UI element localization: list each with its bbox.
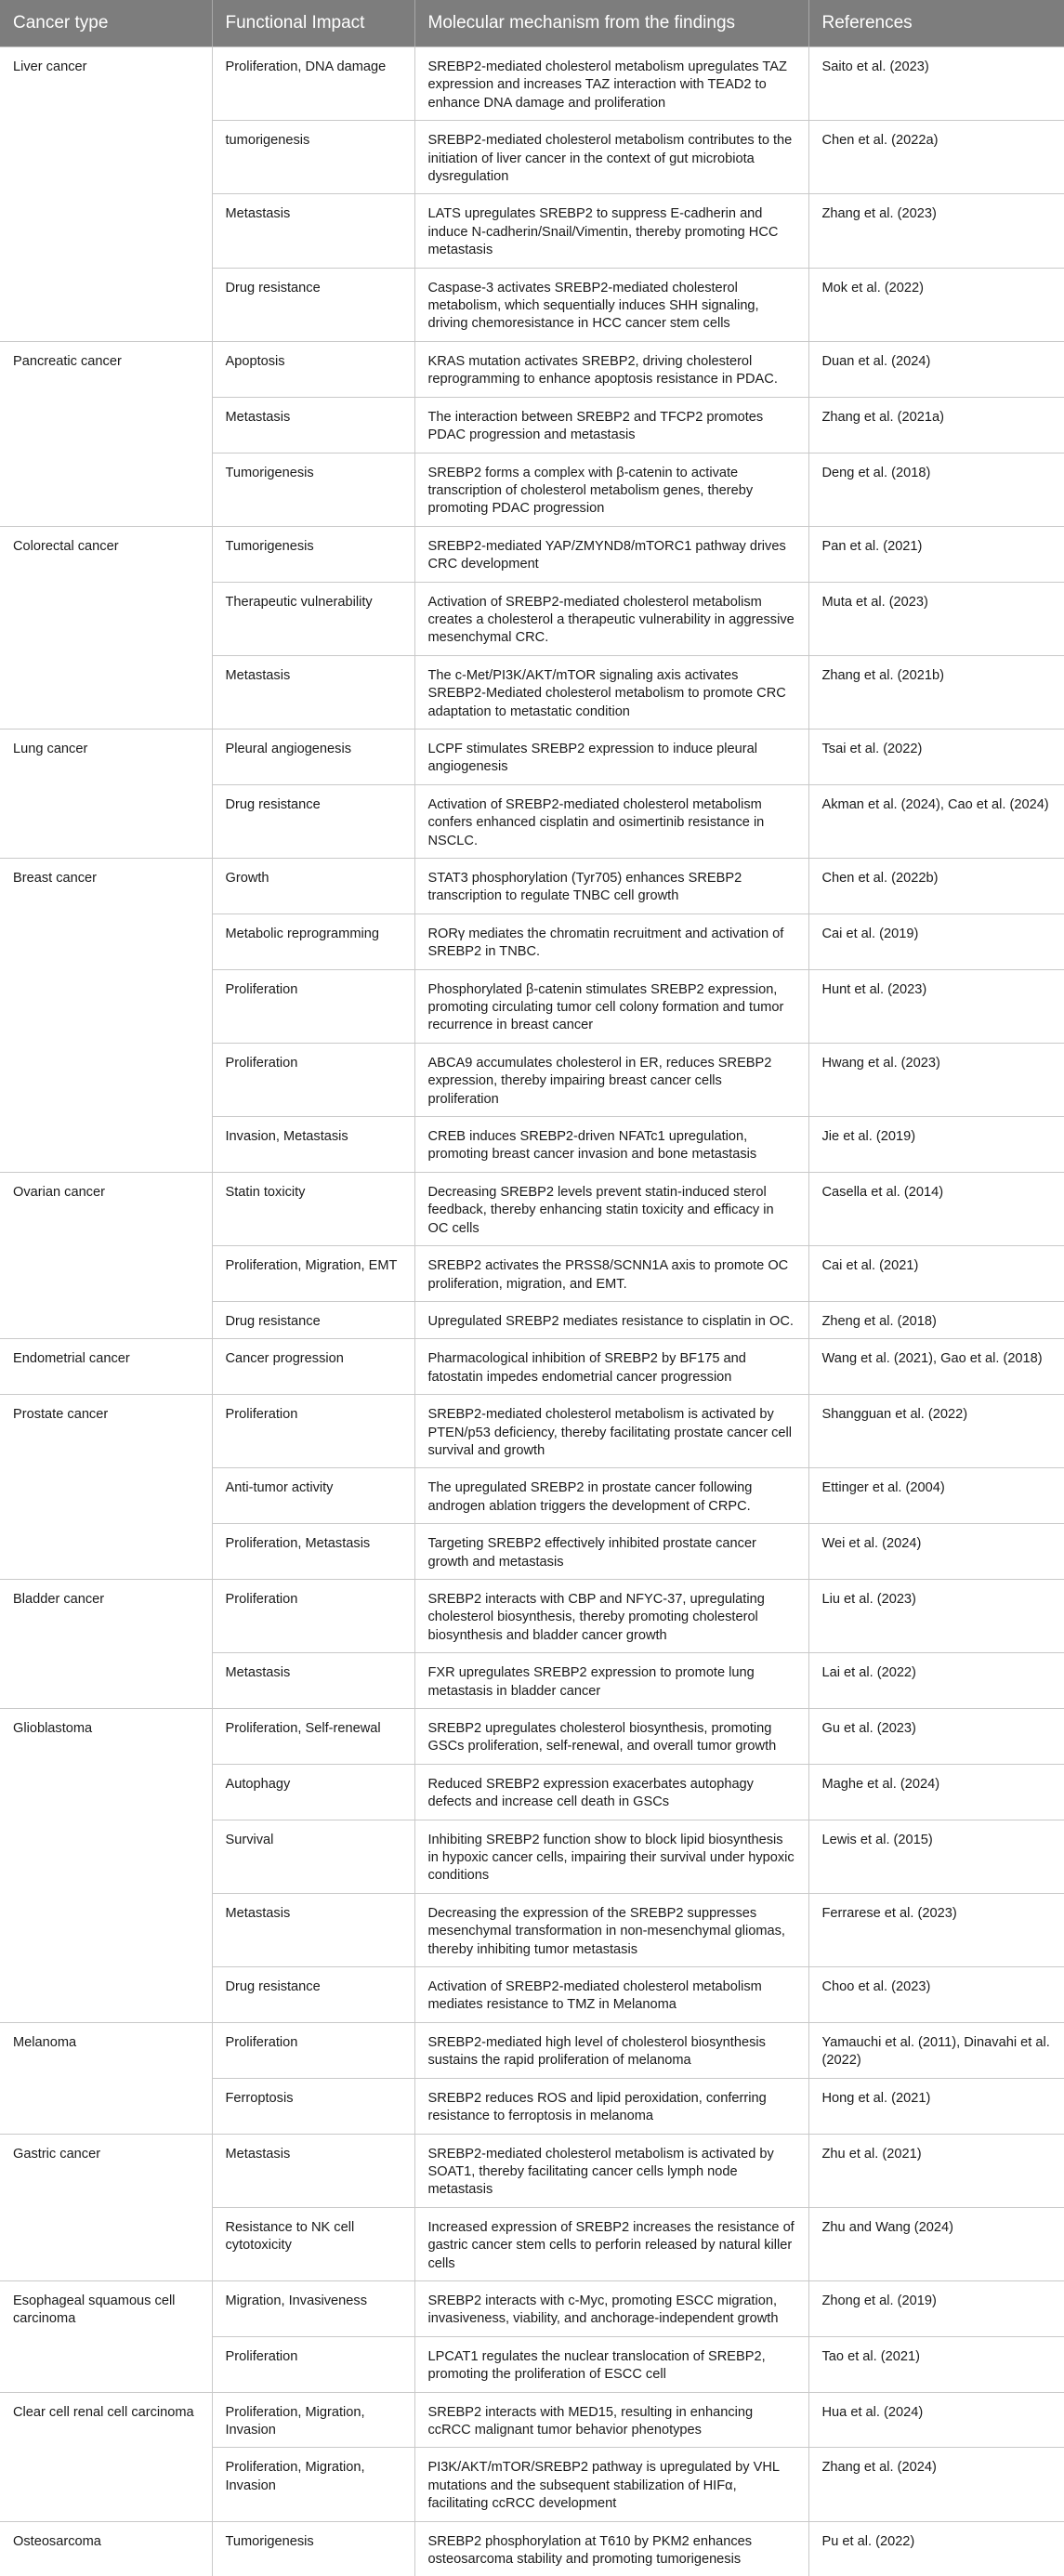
cancer-type-cell: Breast cancer	[0, 859, 212, 1173]
reference-cell: Deng et al. (2018)	[808, 453, 1064, 526]
reference-cell: Duan et al. (2024)	[808, 341, 1064, 397]
functional-impact-cell: Proliferation	[212, 2336, 414, 2392]
mechanism-cell: Decreasing SREBP2 levels prevent statin-induced sterol feedback, thereby enhancing statin toxicity and efficacy in OC cells	[414, 1172, 808, 1245]
reference-cell: Pan et al. (2021)	[808, 526, 1064, 582]
reference-cell: Muta et al. (2023)	[808, 582, 1064, 655]
reference-cell: Cai et al. (2019)	[808, 913, 1064, 969]
mechanism-cell: PI3K/AKT/mTOR/SREBP2 pathway is upregulated by VHL mutations and the subsequent stabilization of HIFα, facilitating ccRCC development	[414, 2448, 808, 2521]
reference-cell: Pu et al. (2022)	[808, 2521, 1064, 2576]
mechanism-cell: Phosphorylated β-catenin stimulates SREBP2 expression, promoting circulating tumor cell colony formation and tumor recurrence in breast cancer	[414, 969, 808, 1043]
functional-impact-cell: Drug resistance	[212, 1967, 414, 2023]
mechanism-cell: SREBP2 phosphorylation at T610 by PKM2 enhances osteosarcoma stability and promoting tumorigenesis	[414, 2521, 808, 2576]
mechanism-cell: Increased expression of SREBP2 increases the resistance of gastric cancer stem cells to perforin released by natural killer cells	[414, 2207, 808, 2280]
table-row	[0, 1172, 1064, 1245]
mechanism-cell: SREBP2 activates the PRSS8/SCNN1A axis to promote OC proliferation, migration, and EMT.	[414, 1246, 808, 1302]
functional-impact-cell: tumorigenesis	[212, 121, 414, 194]
reference-cell: Saito et al. (2023)	[808, 47, 1064, 121]
functional-impact-cell: Tumorigenesis	[212, 526, 414, 582]
reference-cell: Tao et al. (2021)	[808, 2336, 1064, 2392]
reference-cell: Liu et al. (2023)	[808, 1579, 1064, 1652]
cancer-type-cell: Osteosarcoma	[0, 2521, 212, 2576]
reference-cell: Lai et al. (2022)	[808, 1653, 1064, 1709]
cancer-type-cell: Pancreatic cancer	[0, 341, 212, 526]
mechanism-cell: KRAS mutation activates SREBP2, driving cholesterol reprogramming to enhance apoptosis resistance in PDAC.	[414, 341, 808, 397]
table-row	[0, 859, 1064, 914]
functional-impact-cell: Drug resistance	[212, 784, 414, 858]
mechanism-cell: The interaction between SREBP2 and TFCP2 promotes PDAC progression and metastasis	[414, 397, 808, 453]
mechanism-cell: SREBP2 interacts with c-Myc, promoting ESCC migration, invasiveness, viability, and anchorage-independent growth	[414, 2280, 808, 2336]
functional-impact-cell: Anti-tumor activity	[212, 1468, 414, 1524]
functional-impact-cell: Ferroptosis	[212, 2078, 414, 2134]
header-row	[0, 0, 1064, 47]
functional-impact-cell: Growth	[212, 859, 414, 914]
functional-impact-cell: Proliferation, Migration, EMT	[212, 1246, 414, 1302]
mechanism-cell: Decreasing the expression of the SREBP2 suppresses mesenchymal transformation in non-mesenchymal gliomas, thereby inhibiting tumor metastasis	[414, 1893, 808, 1966]
reference-cell: Shangguan et al. (2022)	[808, 1395, 1064, 1468]
reference-cell: Zhang et al. (2023)	[808, 194, 1064, 268]
cancer-type-cell: Prostate cancer	[0, 1395, 212, 1580]
functional-impact-cell: Proliferation, Self-renewal	[212, 1709, 414, 1765]
reference-cell: Zheng et al. (2018)	[808, 1301, 1064, 1338]
header-cancer-type: Cancer type	[0, 0, 212, 47]
mechanism-cell: SREBP2 reduces ROS and lipid peroxidation, conferring resistance to ferroptosis in melanoma	[414, 2078, 808, 2134]
functional-impact-cell: Proliferation	[212, 969, 414, 1043]
mechanism-cell: Upregulated SREBP2 mediates resistance to cisplatin in OC.	[414, 1301, 808, 1338]
mechanism-cell: Inhibiting SREBP2 function show to block lipid biosynthesis in hypoxic cancer cells, impairing their survival under hypoxic conditions	[414, 1820, 808, 1893]
functional-impact-cell: Survival	[212, 1820, 414, 1893]
functional-impact-cell: Migration, Invasiveness	[212, 2280, 414, 2336]
functional-impact-cell: Metastasis	[212, 397, 414, 453]
table-row	[0, 1579, 1064, 1652]
mechanism-cell: Targeting SREBP2 effectively inhibited prostate cancer growth and metastasis	[414, 1524, 808, 1580]
table-row	[0, 526, 1064, 582]
functional-impact-cell: Proliferation	[212, 1043, 414, 1116]
mechanism-cell: SREBP2 interacts with MED15, resulting in enhancing ccRCC malignant tumor behavior phenotypes	[414, 2392, 808, 2448]
reference-cell: Chen et al. (2022b)	[808, 859, 1064, 914]
cancer-type-cell: Liver cancer	[0, 47, 212, 342]
functional-impact-cell: Drug resistance	[212, 268, 414, 341]
mechanism-cell: SREBP2 interacts with CBP and NFYC-37, upregulating cholesterol biosynthesis, thereby promoting cholesterol biosynthesis and bladder cancer growth	[414, 1579, 808, 1652]
functional-impact-cell: Therapeutic vulnerability	[212, 582, 414, 655]
reference-cell: Chen et al. (2022a)	[808, 121, 1064, 194]
functional-impact-cell: Pleural angiogenesis	[212, 729, 414, 784]
cancer-type-cell: Lung cancer	[0, 729, 212, 858]
functional-impact-cell: Tumorigenesis	[212, 453, 414, 526]
mechanism-cell: SREBP2-mediated cholesterol metabolism contributes to the initiation of liver cancer in the context of gut microbiota dysregulation	[414, 121, 808, 194]
functional-impact-cell: Apoptosis	[212, 341, 414, 397]
cancer-type-cell: Glioblastoma	[0, 1709, 212, 2023]
functional-impact-cell: Proliferation, Metastasis	[212, 1524, 414, 1580]
functional-impact-cell: Metastasis	[212, 2134, 414, 2207]
functional-impact-cell: Autophagy	[212, 1764, 414, 1820]
cancer-type-cell: Colorectal cancer	[0, 526, 212, 729]
functional-impact-cell: Metabolic reprogramming	[212, 913, 414, 969]
reference-cell: Mok et al. (2022)	[808, 268, 1064, 341]
functional-impact-cell: Metastasis	[212, 1893, 414, 1966]
reference-cell: Hua et al. (2024)	[808, 2392, 1064, 2448]
mechanism-cell: Activation of SREBP2-mediated cholesterol metabolism mediates resistance to TMZ in Melanoma	[414, 1967, 808, 2023]
reference-cell: Hunt et al. (2023)	[808, 969, 1064, 1043]
functional-impact-cell: Metastasis	[212, 1653, 414, 1709]
cancer-type-cell: Clear cell renal cell carcinoma	[0, 2392, 212, 2521]
reference-cell: Gu et al. (2023)	[808, 1709, 1064, 1765]
reference-cell: Wang et al. (2021), Gao et al. (2018)	[808, 1339, 1064, 1395]
functional-impact-cell: Proliferation, DNA damage	[212, 47, 414, 121]
mechanism-cell: LPCAT1 regulates the nuclear translocation of SREBP2, promoting the proliferation of ESCC cell	[414, 2336, 808, 2392]
header-molecular-mechanism: Molecular mechanism from the findings	[414, 0, 808, 47]
reference-cell: Zhu et al. (2021)	[808, 2134, 1064, 2207]
reference-cell: Zhong et al. (2019)	[808, 2280, 1064, 2336]
mechanism-cell: LATS upregulates SREBP2 to suppress E-cadherin and induce N-cadherin/Snail/Vimentin, thereby promoting HCC metastasis	[414, 194, 808, 268]
functional-impact-cell: Proliferation	[212, 1395, 414, 1468]
mechanism-cell: SREBP2-mediated YAP/ZMYND8/mTORC1 pathway drives CRC development	[414, 526, 808, 582]
table-row	[0, 2392, 1064, 2448]
reference-cell: Lewis et al. (2015)	[808, 1820, 1064, 1893]
functional-impact-cell: Proliferation, Migration, Invasion	[212, 2392, 414, 2448]
reference-cell: Casella et al. (2014)	[808, 1172, 1064, 1245]
reference-cell: Jie et al. (2019)	[808, 1117, 1064, 1173]
mechanism-cell: The upregulated SREBP2 in prostate cancer following androgen ablation triggers the development of CRPC.	[414, 1468, 808, 1524]
mechanism-cell: RORγ mediates the chromatin recruitment and activation of SREBP2 in TNBC.	[414, 913, 808, 969]
reference-cell: Ferrarese et al. (2023)	[808, 1893, 1064, 1966]
functional-impact-cell: Drug resistance	[212, 1301, 414, 1338]
reference-cell: Choo et al. (2023)	[808, 1967, 1064, 2023]
table-row	[0, 2134, 1064, 2207]
table-body	[0, 47, 1064, 2576]
functional-impact-cell: Proliferation	[212, 1579, 414, 1652]
functional-impact-cell: Cancer progression	[212, 1339, 414, 1395]
mechanism-cell: SREBP2-mediated cholesterol metabolism is activated by SOAT1, thereby facilitating cancer cells lymph node metastasis	[414, 2134, 808, 2207]
reference-cell: Zhang et al. (2024)	[808, 2448, 1064, 2521]
header-references: References	[808, 0, 1064, 47]
mechanism-cell: SREBP2 forms a complex with β-catenin to activate transcription of cholesterol metabolism genes, thereby promoting PDAC progression	[414, 453, 808, 526]
header-functional-impact: Functional Impact	[212, 0, 414, 47]
mechanism-cell: SREBP2 upregulates cholesterol biosynthesis, promoting GSCs proliferation, self-renewal, and overall tumor growth	[414, 1709, 808, 1765]
table-row	[0, 2022, 1064, 2078]
functional-impact-cell: Metastasis	[212, 655, 414, 729]
mechanism-cell: Activation of SREBP2-mediated cholesterol metabolism creates a cholesterol a therapeutic vulnerability in aggressive mesenchymal CRC.	[414, 582, 808, 655]
reference-cell: Yamauchi et al. (2011), Dinavahi et al. (2022)	[808, 2022, 1064, 2078]
reference-cell: Akman et al. (2024), Cao et al. (2024)	[808, 784, 1064, 858]
reference-cell: Hwang et al. (2023)	[808, 1043, 1064, 1116]
reference-cell: Cai et al. (2021)	[808, 1246, 1064, 1302]
table-row	[0, 1709, 1064, 1765]
reference-cell: Ettinger et al. (2004)	[808, 1468, 1064, 1524]
reference-cell: Zhang et al. (2021a)	[808, 397, 1064, 453]
cancer-type-cell: Melanoma	[0, 2022, 212, 2134]
functional-impact-cell: Statin toxicity	[212, 1172, 414, 1245]
reference-cell: Zhang et al. (2021b)	[808, 655, 1064, 729]
reference-cell: Maghe et al. (2024)	[808, 1764, 1064, 1820]
cancer-type-cell: Bladder cancer	[0, 1579, 212, 1708]
functional-impact-cell: Proliferation, Migration, Invasion	[212, 2448, 414, 2521]
functional-impact-cell: Invasion, Metastasis	[212, 1117, 414, 1173]
table-header	[0, 0, 1064, 47]
mechanism-cell: CREB induces SREBP2-driven NFATc1 upregulation, promoting breast cancer invasion and bone metastasis	[414, 1117, 808, 1173]
functional-impact-cell: Tumorigenesis	[212, 2521, 414, 2576]
cancer-type-cell: Ovarian cancer	[0, 1172, 212, 1338]
table-row	[0, 341, 1064, 397]
mechanism-cell: SREBP2-mediated cholesterol metabolism upregulates TAZ expression and increases TAZ interaction with TEAD2 to enhance DNA damage and proliferation	[414, 47, 808, 121]
mechanism-cell: FXR upregulates SREBP2 expression to promote lung metastasis in bladder cancer	[414, 1653, 808, 1709]
reference-cell: Tsai et al. (2022)	[808, 729, 1064, 784]
table-row	[0, 47, 1064, 121]
mechanism-cell: The c-Met/PI3K/AKT/mTOR signaling axis activates SREBP2-Mediated cholesterol metabolism to promote CRC adaptation to metastatic condition	[414, 655, 808, 729]
mechanism-cell: LCPF stimulates SREBP2 expression to induce pleural angiogenesis	[414, 729, 808, 784]
mechanism-cell: Pharmacological inhibition of SREBP2 by BF175 and fatostatin impedes endometrial cancer progression	[414, 1339, 808, 1395]
reference-cell: Hong et al. (2021)	[808, 2078, 1064, 2134]
mechanism-cell: Reduced SREBP2 expression exacerbates autophagy defects and increase cell death in GSCs	[414, 1764, 808, 1820]
table-row	[0, 1339, 1064, 1395]
mechanism-cell: SREBP2-mediated high level of cholesterol biosynthesis sustains the rapid proliferation of melanoma	[414, 2022, 808, 2078]
functional-impact-cell: Metastasis	[212, 194, 414, 268]
cancer-type-cell: Esophageal squamous cell carcinoma	[0, 2280, 212, 2392]
reference-cell: Wei et al. (2024)	[808, 1524, 1064, 1580]
mechanism-cell: Activation of SREBP2-mediated cholesterol metabolism confers enhanced cisplatin and osimertinib resistance in NSCLC.	[414, 784, 808, 858]
mechanism-cell: ABCA9 accumulates cholesterol in ER, reduces SREBP2 expression, thereby impairing breast cancer cells proliferation	[414, 1043, 808, 1116]
functional-impact-cell: Resistance to NK cell cytotoxicity	[212, 2207, 414, 2280]
table-row	[0, 2521, 1064, 2576]
mechanism-cell: Caspase-3 activates SREBP2-mediated cholesterol metabolism, which sequentially induces SHH signaling, driving chemoresistance in HCC cancer stem cells	[414, 268, 808, 341]
mechanism-cell: STAT3 phosphorylation (Tyr705) enhances SREBP2 transcription to regulate TNBC cell growth	[414, 859, 808, 914]
table-row	[0, 1395, 1064, 1468]
cancer-type-cell: Gastric cancer	[0, 2134, 212, 2280]
functional-impact-cell: Proliferation	[212, 2022, 414, 2078]
mechanism-cell: SREBP2-mediated cholesterol metabolism is activated by PTEN/p53 deficiency, thereby facilitating prostate cancer cell survival and growth	[414, 1395, 808, 1468]
table-row	[0, 2280, 1064, 2336]
reference-cell: Zhu and Wang (2024)	[808, 2207, 1064, 2280]
table-row	[0, 729, 1064, 784]
cancer-type-cell: Endometrial cancer	[0, 1339, 212, 1395]
